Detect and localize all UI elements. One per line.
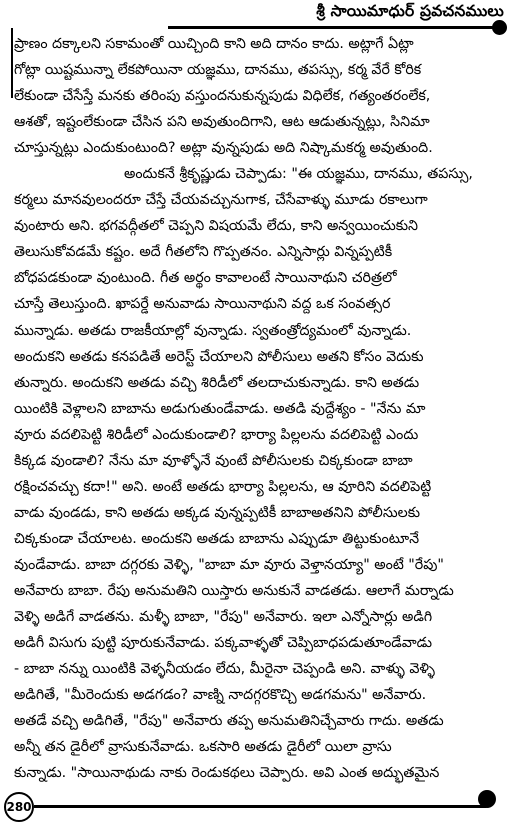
text-line: గోట్లా యిష్టమున్నా లేకపోయినా యజ్ఞము, దానము, తపస్సు, కర్మ వేరే కోరిక (14, 62, 422, 79)
text-line: అందుకనే శ్రీకృష్ణుడు చెప్పాడు: "ఈ యజ్ఞము, దానము, తపస్సు, (124, 166, 473, 183)
text-line: రక్షించవచ్చు కదా!" అని. అంటే అతడు భార్యా పిల్లలను, ఆ వూరిని వదలిపెట్టి (14, 478, 432, 495)
text-line: అన్నీ తన డైరీలో వ్రాసుకునేవాడు. ఒకసారి అతడు డైరీలో యిలా వ్రాసు (14, 739, 392, 756)
running-title: శ్రీ సాయిమాధుర్ ప్రవచనములు (316, 2, 504, 20)
text-line: మున్నాడు. అతడు రాజకీయాల్లో వున్నాడు. స్వతంత్రోద్యమంలో వున్నాడు. (14, 322, 412, 339)
text-line: కర్మలు మానవులందరూ చేస్తే చేయవచ్చునుగాక, చేసేవాళ్ళు మూడు రకాలుగా (14, 192, 428, 209)
margin-rule (11, 28, 13, 98)
text-line: చూస్తే తెలుస్తుంది. ఖాపర్డే అనువాడు సాయినాథుని వద్ద ఒక సంవత్సర (14, 296, 391, 313)
text-line: కిక్కడ వుండాలి? నేను మా వూళ్ళోనే వుంటే పోలీసులకు చిక్కకుండా బాబా (14, 452, 413, 469)
text-line: అడిగీ విసుగు పుట్టి పూరుకునేవాడు. పక్కవాళ్ళతో చెప్పిబాధపడుతూండేవాడు (14, 635, 433, 652)
text-line: బోధపడకుండా వుంటుంది. గీత అర్థం కావాలంటే సాయినాథుని చరిత్రలో (14, 270, 397, 287)
text-line: అతడే వచ్చి అడిగితే, "రేపు" అనేవారు తప్ప అనుమతినిచ్చేవారు గాదు. అతడు (14, 713, 444, 730)
text-line: వూరు వదలిపెట్టి శిరిడీలో ఎందుకుండాలి? భార్యా పిల్లలను వదలిపెట్టి ఎందు (14, 426, 419, 443)
text-line: వుండేవాడు. బాబా దగ్గరకు వెళ్ళి, "బాబా మా వూరు వెళ్తానయ్యా" అంటే "రేపు" (14, 556, 444, 573)
text-line: చిక్కకుండా చేయాలట. అందుకని అతడు బాబాను ఎప్పుడూ తిట్టుకుంటూనే (14, 530, 420, 547)
text-line: వుంటారు అని. భగవద్గీతలో చెప్పని విషయమే లేదు, కాని అన్వయించుకుని (14, 218, 419, 235)
text-line: కున్నాడు. "సాయినాథుడు నాకు రెండుకథలు చెప్పారు. అవి ఎంత అద్భుతమైన (14, 765, 440, 782)
footer-rule (34, 805, 486, 808)
text-line: ఆశతో, ఇష్టంలేకుండా చేసిన పని అవుతుందిగాని, ఆట ఆడుతున్నట్లు, సినిమా (14, 114, 430, 131)
page-number: 280 (4, 792, 34, 822)
text-line: - బాబా నన్ను యింటికి వెళ్ళనీయడం లేదు, మీరైనా చెప్పండి అని. వాళ్ళు వెళ్ళి (14, 661, 435, 678)
page-body-text (14, 31, 504, 786)
page-header (0, 0, 520, 34)
text-line: తెలుసుకోవడమే కష్టం. అదే గీతలోని గొప్పతనం. ఎన్నిసార్లు విన్నప్పటికీ (14, 244, 393, 261)
text-line: లేకుండా చేసేస్తే మనకు తరింపు వస్తుందనుకున్నపుడు విధిలేక, గత్యంతరంలేక, (14, 88, 431, 105)
text-line: అందుకని అతడు కనపడితే అరెస్ట్ చేయాలని పోలీసులు అతని కోసం వెదుకు (14, 348, 424, 365)
text-line: చూస్తున్నట్లు ఎందుకుంటుంది? అట్లా వున్నపుడు అది నిష్కామకర్మ అవుతుంది. (14, 140, 433, 157)
text-line: వెళ్ళి అడిగే వాడతను. మళ్ళీ బాబా, "రేపు" అనేవారు. ఇలా ఎన్నోసార్లు అడిగి (14, 609, 433, 626)
text-line: తున్నారు. అందుకని అతడు వచ్చి శిరిడీలో తలదాచుకున్నాడు. కాని అతడు (14, 374, 420, 391)
text-line: ప్రాణం దక్కాలని సకామంతో యిచ్చింది కాని అది దానం కాదు. అట్లాగే ఏట్లా (14, 36, 414, 52)
text-line: యింటికి వెళ్లాలని బాబాను అడుగుతుండేవాడు. అతడి వుద్దేశ్యం - "నేను మా (14, 400, 426, 417)
header-rule (168, 26, 498, 29)
text-line: అనేవారు బాబా. రేపు అనుమతిని యిస్తారు అనుకునే వాడతడు. ఆలాగే మర్నాడు (14, 582, 454, 599)
footer-dot-ornament (478, 790, 496, 808)
page-footer (0, 780, 520, 826)
text-line: వాడు వుండడు, కాని అతడు అక్కడ వున్నప్పటికీ బాబాఅతనిని పోలీసులకు (14, 504, 421, 521)
text-line: అడిగితే, "మీరెందుకు అడగడం? వాణ్ని నాదగ్గరకొచ్చి అడగమను" అనేవారు. (14, 687, 427, 704)
